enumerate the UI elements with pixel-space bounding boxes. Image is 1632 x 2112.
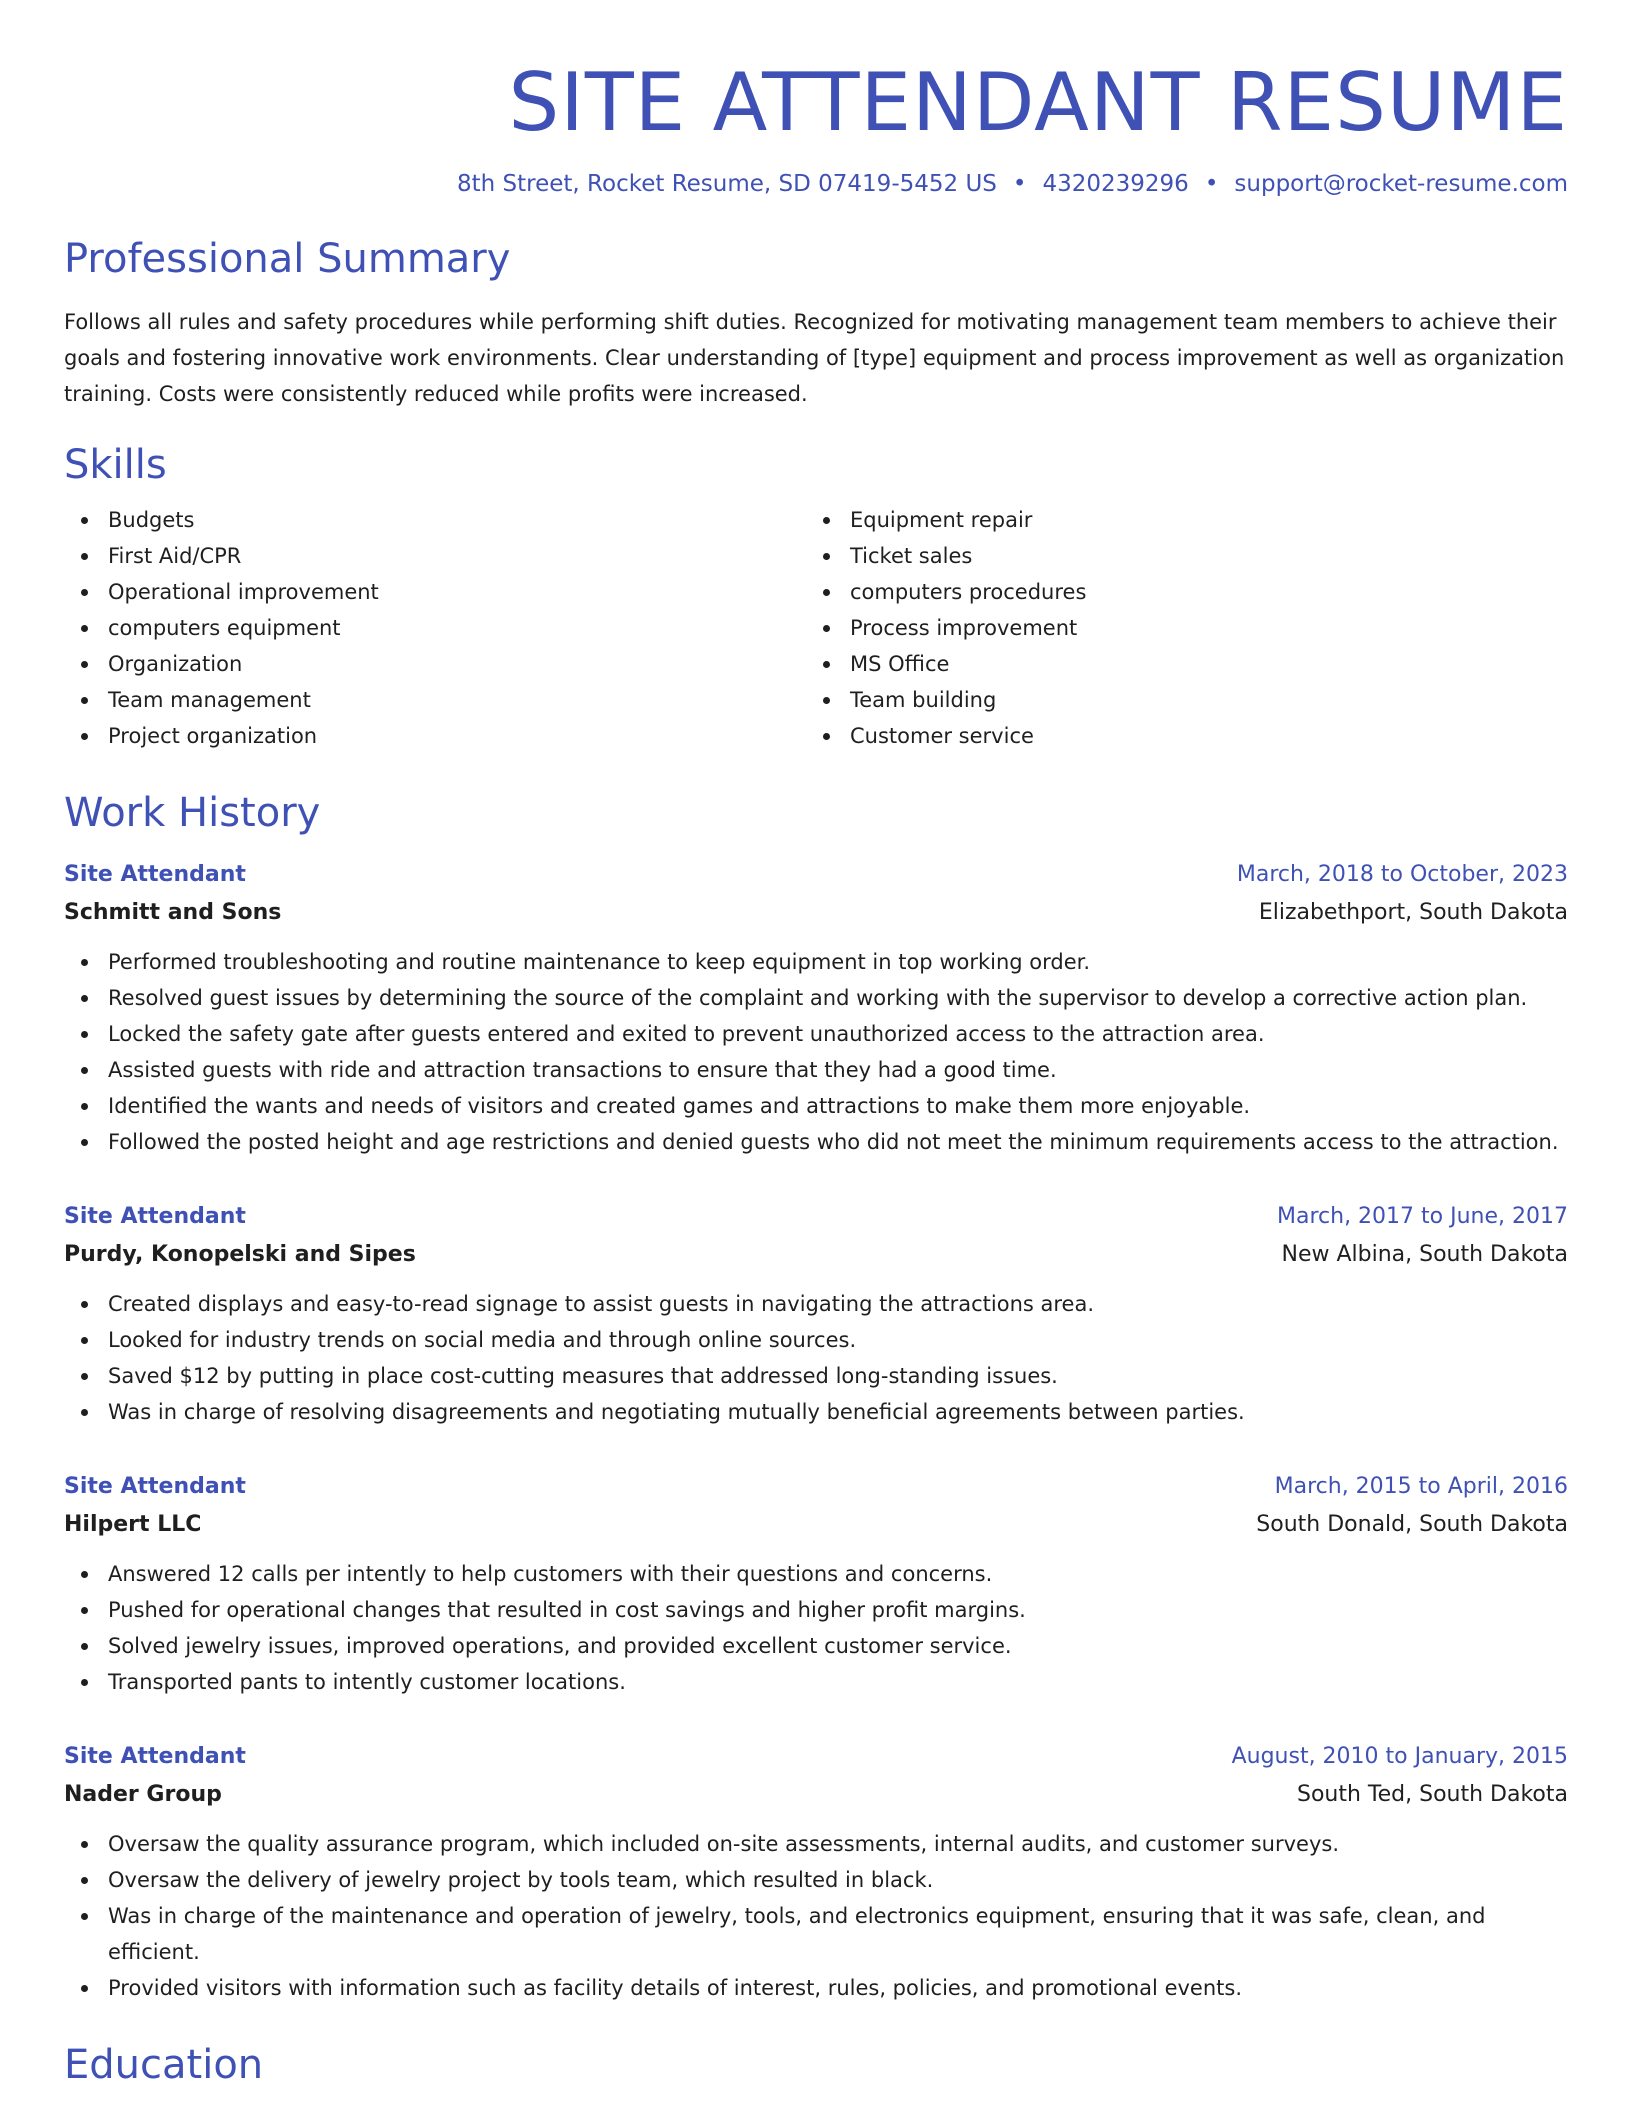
- job-entry: [64, 1470, 1568, 1700]
- skills-section: [64, 440, 1568, 754]
- job-company: Purdy, Konopelski and Sipes: [64, 1242, 416, 1267]
- job-duty: Was in charge of the maintenance and operation of jewelry, tools, and electronics equipment, ensuring that it was safe, clean, and efficient.: [64, 1898, 1568, 1970]
- skills-heading: Skills: [64, 442, 167, 488]
- job-duty: Performed troubleshooting and routine maintenance to keep equipment in top working order.: [64, 944, 1568, 980]
- job-entry: [64, 1740, 1568, 2006]
- job-duties: [64, 944, 1568, 1160]
- job-duty: Resolved guest issues by determining the source of the complaint and working with the supervisor to develop a corrective action plan.: [64, 980, 1568, 1016]
- job-duties: [64, 1826, 1568, 2006]
- skill-item: Customer service: [806, 718, 1548, 754]
- job-duty: Provided visitors with information such as facility details of interest, rules, policies, and promotional events.: [64, 1970, 1568, 2006]
- job-company: Hilpert LLC: [64, 1512, 202, 1537]
- skill-item: Process improvement: [806, 610, 1548, 646]
- skill-item: computers procedures: [806, 574, 1548, 610]
- skill-item: Equipment repair: [806, 502, 1548, 538]
- skill-item: Operational improvement: [64, 574, 806, 610]
- job-dates: March, 2017 to June, 2017: [1277, 1204, 1568, 1229]
- contact-email: support@rocket-resume.com: [1234, 171, 1568, 197]
- skills-column-right: [806, 502, 1548, 754]
- contact-line: [64, 168, 1568, 200]
- contact-phone: 4320239296: [1042, 171, 1189, 197]
- job-duty: Oversaw the quality assurance program, which included on-site assessments, internal audits, and customer surveys.: [64, 1826, 1568, 1862]
- job-duty: Was in charge of resolving disagreements and negotiating mutually beneficial agreements between parties.: [64, 1394, 1568, 1430]
- education-heading: Education: [64, 2042, 264, 2088]
- job-dates: March, 2015 to April, 2016: [1274, 1474, 1568, 1499]
- summary-text: Follows all rules and safety procedures while performing shift duties. Recognized for motivating management team members to achieve their goals and fostering innovative work environments. Clear understanding of [type] equipment and process improvement as well as organization training. Costs were consistently reduced while profits were increased.: [64, 310, 1565, 406]
- job-location: Elizabethport, South Dakota: [1258, 900, 1568, 925]
- job-duty: Saved $12 by putting in place cost-cutting measures that addressed long-standing issues.: [64, 1358, 1568, 1394]
- contact-separator: •: [1012, 171, 1027, 197]
- resume-header: [64, 0, 1568, 200]
- job-location: New Albina, South Dakota: [1281, 1242, 1568, 1267]
- job-duty: Pushed for operational changes that resulted in cost savings and higher profit margins.: [64, 1592, 1568, 1628]
- contact-address: 8th Street, Rocket Resume, SD 07419-5452 US: [457, 171, 997, 197]
- skill-item: Budgets: [64, 502, 806, 538]
- resume-page: [64, 0, 1568, 2090]
- contact-separator: •: [1204, 171, 1219, 197]
- job-title: Site Attendant: [64, 1744, 246, 1769]
- resume-title: SITE ATTENDANT RESUME: [508, 56, 1568, 149]
- job-duty: Answered 12 calls per intently to help customers with their questions and concerns.: [64, 1556, 1568, 1592]
- skill-item: Team building: [806, 682, 1548, 718]
- job-dates: August, 2010 to January, 2015: [1231, 1744, 1568, 1769]
- skill-item: Ticket sales: [806, 538, 1548, 574]
- skill-item: computers equipment: [64, 610, 806, 646]
- education-section: [64, 2040, 1568, 2090]
- job-duties: [64, 1556, 1568, 1700]
- skill-item: Organization: [64, 646, 806, 682]
- job-duty: Locked the safety gate after guests entered and exited to prevent unauthorized access to the attraction area.: [64, 1016, 1568, 1052]
- skills-column-left: [64, 502, 806, 754]
- job-duty: Followed the posted height and age restrictions and denied guests who did not meet the minimum requirements access to the attraction.: [64, 1124, 1568, 1160]
- job-duty: Oversaw the delivery of jewelry project by tools team, which resulted in black.: [64, 1862, 1568, 1898]
- skill-item: Project organization: [64, 718, 806, 754]
- job-duty: Solved jewelry issues, improved operations, and provided excellent customer service.: [64, 1628, 1568, 1664]
- job-title: Site Attendant: [64, 1204, 246, 1229]
- skill-item: Team management: [64, 682, 806, 718]
- job-location: South Donald, South Dakota: [1256, 1512, 1568, 1537]
- job-location: South Ted, South Dakota: [1297, 1782, 1568, 1807]
- skill-item: MS Office: [806, 646, 1548, 682]
- job-dates: March, 2018 to October, 2023: [1236, 862, 1568, 887]
- summary-section: [64, 234, 1568, 412]
- job-duty: Assisted guests with ride and attraction transactions to ensure that they had a good time.: [64, 1052, 1568, 1088]
- work-history-heading: Work History: [64, 790, 321, 836]
- job-title: Site Attendant: [64, 862, 246, 887]
- job-company: Schmitt and Sons: [64, 900, 282, 925]
- job-company: Nader Group: [64, 1782, 222, 1807]
- summary-heading: Professional Summary: [64, 236, 511, 282]
- job-duty: Looked for industry trends on social media and through online sources.: [64, 1322, 1568, 1358]
- job-duties: [64, 1286, 1568, 1430]
- skill-item: First Aid/CPR: [64, 538, 806, 574]
- job-entry: [64, 1200, 1568, 1430]
- job-duty: Identified the wants and needs of visitors and created games and attractions to make them more enjoyable.: [64, 1088, 1568, 1124]
- job-entry: [64, 858, 1568, 1160]
- job-duty: Transported pants to intently customer locations.: [64, 1664, 1568, 1700]
- skills-list: [64, 502, 1568, 754]
- work-history-section: [64, 788, 1568, 2006]
- job-title: Site Attendant: [64, 1474, 246, 1499]
- job-duty: Created displays and easy-to-read signage to assist guests in navigating the attractions area.: [64, 1286, 1568, 1322]
